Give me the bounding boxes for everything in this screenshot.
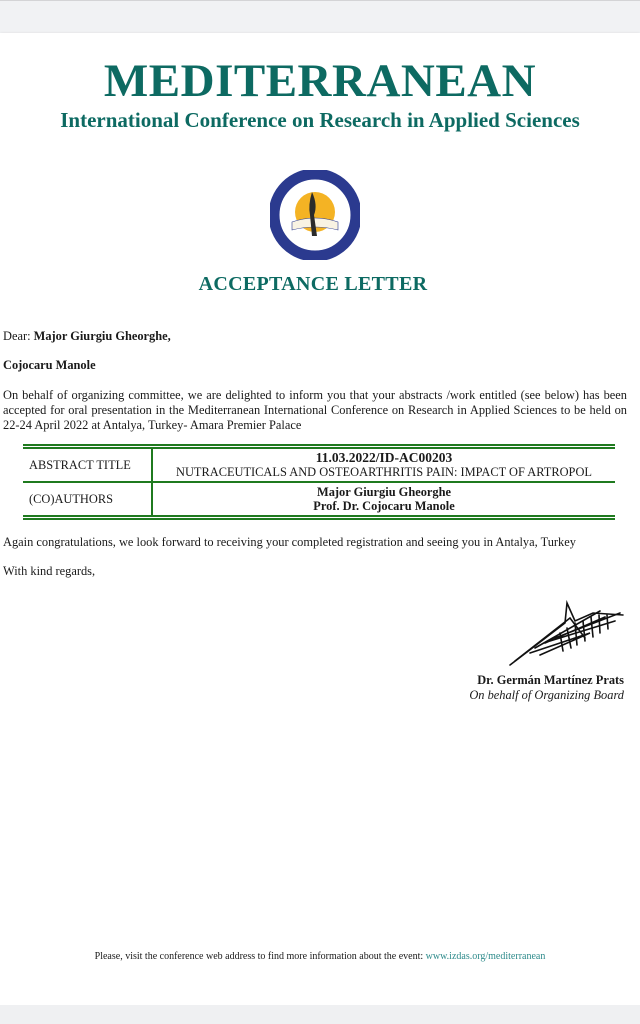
recipient-primary: Major Giurgiu Gheorghe,: [33, 329, 171, 343]
row-label: ABSTRACT TITLE: [23, 447, 152, 483]
recipient-secondary: Cojocaru Manole: [3, 358, 96, 372]
author-1: Major Giurgiu Gheorghe: [317, 485, 451, 499]
dear-label: Dear:: [3, 329, 31, 343]
conference-subtitle: International Conference on Research in Applied Sciences: [60, 108, 580, 132]
viewer-bottom-bar: [0, 1005, 640, 1024]
author-2: Prof. Dr. Cojocaru Manole: [313, 499, 455, 513]
letter-page: [0, 33, 640, 1005]
closing-regards: With kind regards,: [3, 564, 96, 578]
authors-cell: [152, 482, 615, 518]
letter-heading: ACCEPTANCE LETTER: [198, 273, 428, 295]
salutation: [3, 329, 171, 344]
institute-seal-icon: [270, 170, 360, 260]
abstract-table: [23, 444, 615, 520]
table-row: [23, 482, 615, 518]
abstract-cell: [152, 447, 615, 483]
conference-title: MEDITERRANEAN: [103, 55, 537, 107]
closing-paragraph: Again congratulations, we look forward to receiving your completed registration and seeing you in Antalya, Turkey: [3, 535, 576, 549]
letter-body: On behalf of organizing committee, we are delighted to inform you that your abstracts /work entitled (see below) has been accepted for oral presentation in the Mediterranean International Conference on Research in Applied Sciences to be held on 22-24 April 2022 at Antalya, Turkey- Amara Premier Palace: [3, 388, 627, 432]
viewer-top-bar: [0, 0, 640, 34]
abstract-id: 11.03.2022/ID-AC00203: [315, 450, 453, 465]
signer-role: On behalf of Organizing Board: [469, 688, 624, 702]
conference-link[interactable]: www.izdas.org/mediterranean: [425, 951, 546, 962]
signature-icon: [505, 593, 625, 668]
svg-text:• 2010 •: • 2010 •: [306, 246, 324, 251]
signer-name: Dr. Germán Martínez Prats: [477, 673, 624, 687]
row-label: (CO)AUTHORS: [23, 482, 152, 518]
footer-note: [0, 951, 640, 962]
abstract-title: NUTRACEUTICALS AND OSTEOARTHRITIS PAIN: IMPACT OF ARTROPOL: [176, 465, 592, 479]
table-row: [23, 447, 615, 483]
footer-text: Please, visit the conference web address to find more information about the event:: [94, 951, 424, 962]
